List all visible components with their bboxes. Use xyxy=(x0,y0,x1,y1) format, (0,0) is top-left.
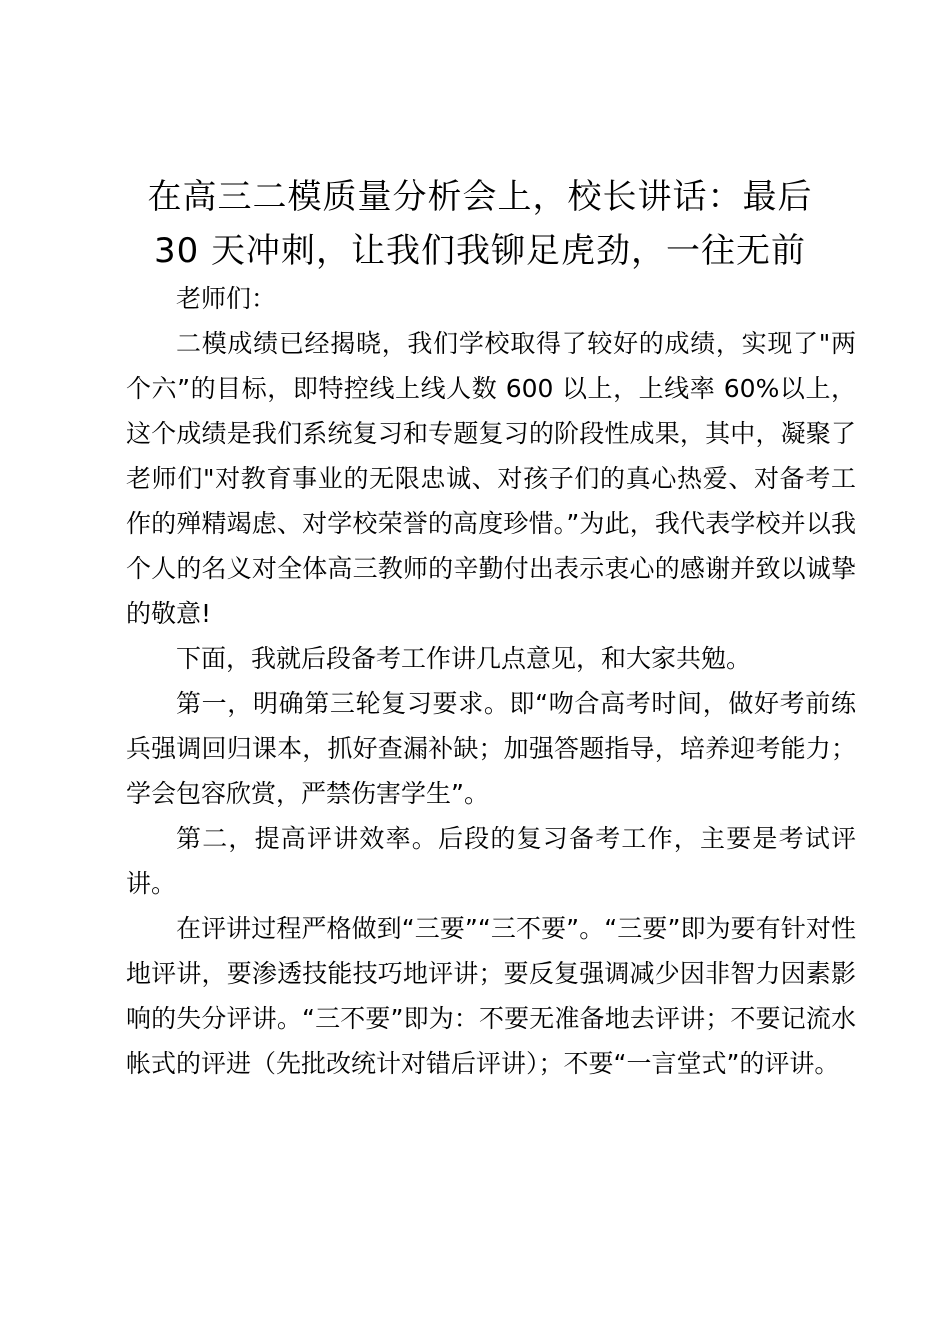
document-title-line-2: 30 天冲刺，让我们我铆足虎劲，一往无前 xyxy=(153,231,807,271)
document-title xyxy=(110,170,850,278)
paragraph-intro: 下面，我就后段备考工作讲几点意见，和大家共勉。 xyxy=(176,644,752,673)
paragraph-first-point: 第一，明确第三轮复习要求。即“吻合高考时间，做好考前练兵强调回归课本，抓好查漏补缺；加强答题指导，培养迎考能力；学会包容欣赏，严禁伤害学生”。 xyxy=(126,689,856,808)
document-title-line-1: 在高三二模质量分析会上，校长讲话：最后 xyxy=(147,177,813,217)
paragraph-three-dos-donts: 在评讲过程严格做到“三要”“三不要”。“三要”即为要有针对性地评讲，要渗透技能技巧地评讲；要反复强调减少因非智力因素影响的失分评讲。“三不要”即为：不要无准备地去评讲；不要记流水帐式的评进（先批改统计对错后评讲）；不要“一言堂式”的评讲。 xyxy=(126,914,856,1078)
paragraph-second-point: 第二，提高评讲效率。后段的复习备考工作，主要是考试评讲。 xyxy=(126,824,856,898)
salutation: 老师们： xyxy=(176,284,277,313)
paragraph-results: 二模成绩已经揭晓，我们学校取得了较好的成绩，实现了"两个六”的目标，即特控线上线人数 600 以上，上线率 60%以上，这个成绩是我们系统复习和专题复习的阶段性成果，其中，凝聚了老师们"对教育事业的无限忠诚、对孩子们的真心热爱、对备考工作的殚精竭虑、对学校荣誉的高度珍惜。”为此，我代表学校并以我个人的名义对全体高三教师的辛勤付出表示衷心的感谢并致以诚挚的敬意! xyxy=(126,329,856,628)
document-body xyxy=(126,276,856,1086)
